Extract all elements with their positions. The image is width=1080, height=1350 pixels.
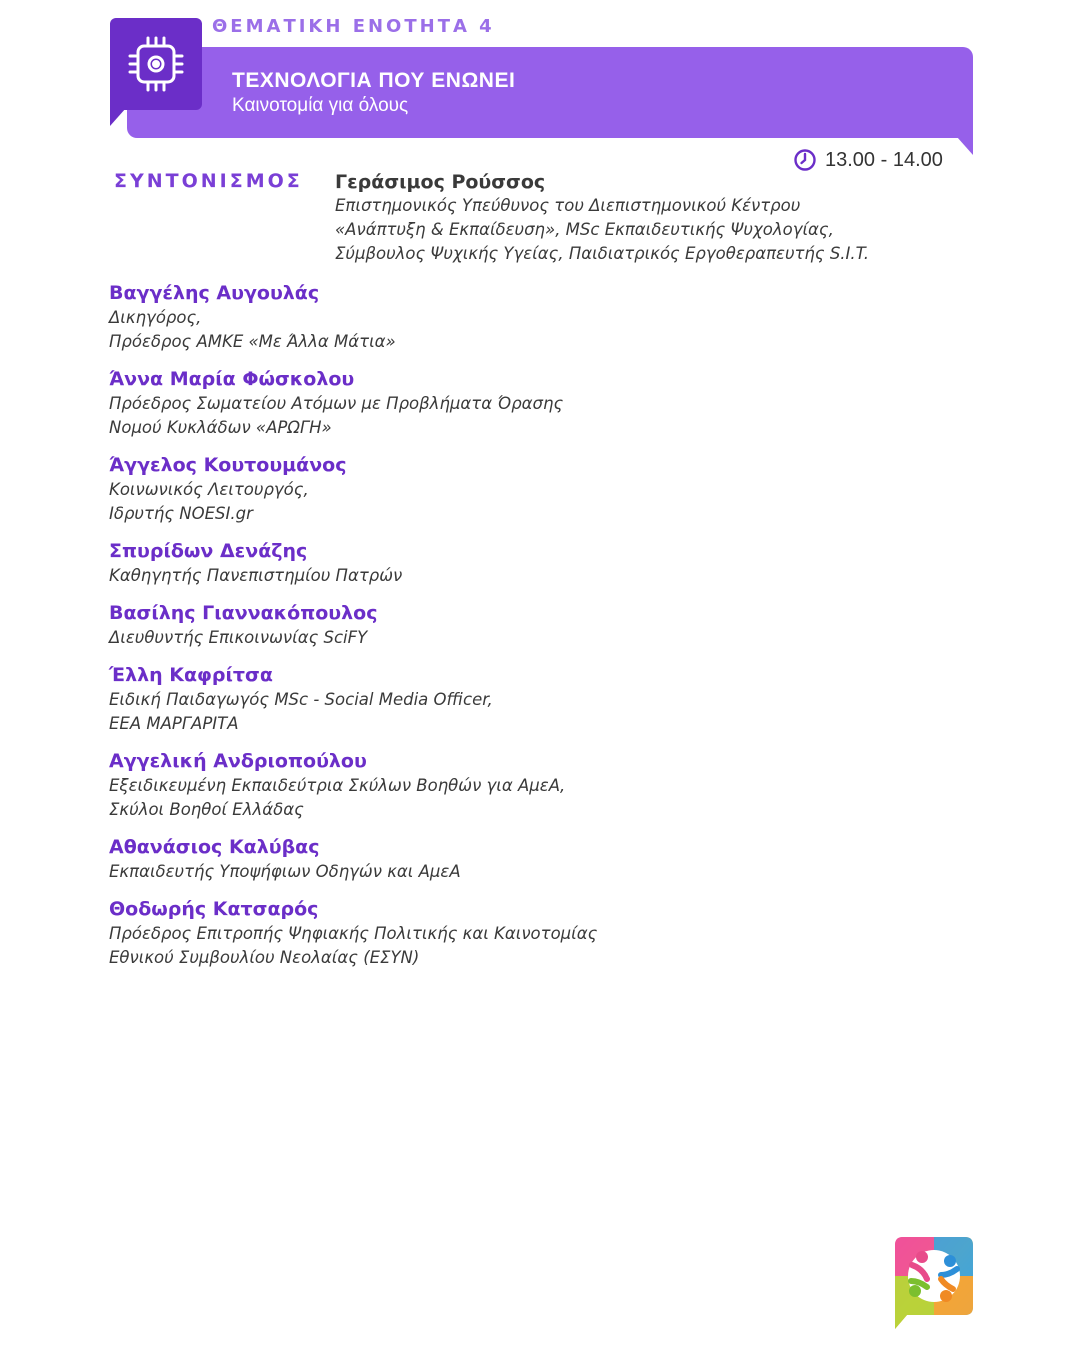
speaker-item [109,896,989,970]
banner-tail [957,137,973,155]
speaker-role: Εθνικού Συμβουλίου Νεολαίας (ΕΣΥΝ) [109,948,420,967]
chip-icon-box [110,18,202,110]
speaker-item [109,538,989,588]
title-banner [127,47,973,138]
speaker-item [109,600,989,650]
speaker-item [109,662,989,736]
banner-subtitle: Καινοτομία για όλους [232,95,409,116]
speaker-name: Σπυρίδων Δενάζης [109,540,308,562]
speaker-role: Πρόεδρος ΑΜΚΕ «Με Άλλα Μάτια» [109,332,396,351]
speaker-item [109,280,989,354]
speaker-role: Διευθυντής Επικοινωνίας SciFY [109,628,368,647]
speaker-item [109,748,989,822]
speaker-role: Καθηγητής Πανεπιστημίου Πατρών [109,566,403,585]
moderator-label: ΣΥΝΤΟΝΙΣΜΟΣ [114,170,303,192]
speaker-item [109,366,989,440]
speaker-list [109,280,989,982]
speaker-name: Έλλη Καφρίτσα [109,664,273,686]
clock-icon [793,148,817,172]
speaker-role: ΕΕΑ ΜΑΡΓΑΡΙΤΑ [109,714,239,733]
speaker-name: Άγγελος Κουτουμάνος [109,454,347,476]
speaker-role: Κοινωνικός Λειτουργός, [109,480,309,499]
speaker-role: Νομού Κυκλάδων «ΑΡΩΓΗ» [109,418,332,437]
time-slot [793,148,943,172]
speaker-name: Θοδωρής Κατσαρός [109,898,319,920]
speaker-name: Βαγγέλης Αυγουλάς [109,282,320,304]
chip-icon [124,32,188,96]
speaker-role: Εκπαιδευτής Υποψήφιων Οδηγών και ΑμεΑ [109,862,461,881]
speaker-name: Αγγελική Ανδριοπούλου [109,750,367,772]
speaker-name: Βασίλης Γιαννακόπουλος [109,602,378,624]
banner-title: ΤΕΧΝΟΛΟΓΙΑ ΠΟΥ ΕΝΩΝΕΙ [232,69,516,92]
speaker-name: Αθανάσιος Καλύβας [109,836,320,858]
moderator-name: Γεράσιμος Ρούσσος [335,171,546,193]
speaker-item [109,452,989,526]
people-circle-logo-icon [893,1235,975,1331]
moderator-line: Επιστημονικός Υπεύθυνος του Διεπιστημονικού Κέντρου [335,196,801,215]
icon-tail [110,108,126,126]
section-label: ΘΕΜΑΤΙΚΗ ΕΝΟΤΗΤΑ 4 [212,16,495,37]
time-text: 13.00 - 14.00 [825,148,943,171]
speaker-role: Ειδική Παιδαγωγός MSc - Social Media Officer, [109,690,493,709]
moderator-block [335,170,975,266]
moderator-line: «Ανάπτυξη & Εκπαίδευση», MSc Εκπαιδευτικής Ψυχολογίας, [335,220,834,239]
speaker-role: Σκύλοι Βοηθοί Ελλάδας [109,800,304,819]
speaker-role: Δικηγόρος, [109,308,202,327]
speaker-role: Ιδρυτής NOESI.gr [109,504,253,523]
speaker-role: Πρόεδρος Σωματείου Ατόμων με Προβλήματα Όρασης [109,394,564,413]
moderator-line: Σύμβουλος Ψυχικής Υγείας, Παιδιατρικός Εργοθεραπευτής S.I.T. [335,244,870,263]
speaker-role: Εξειδικευμένη Εκπαιδεύτρια Σκύλων Βοηθών για ΑμεΑ, [109,776,566,795]
speaker-item [109,834,989,884]
speaker-name: Άννα Μαρία Φώσκολου [109,368,355,390]
speaker-role: Πρόεδρος Επιτροπής Ψηφιακής Πολιτικής και Καινοτομίας [109,924,598,943]
